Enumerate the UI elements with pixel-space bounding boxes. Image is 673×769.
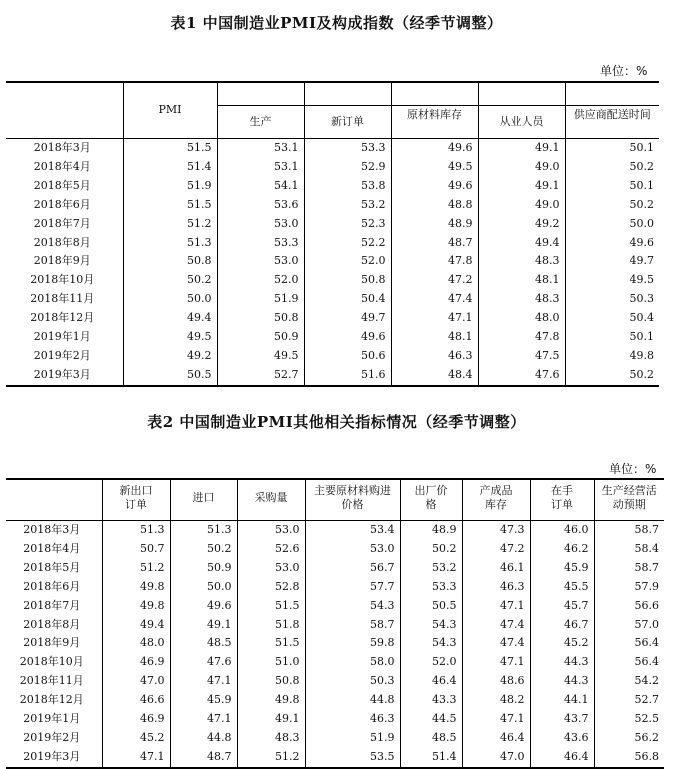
table-cell: 49.2 [478,215,565,234]
table-cell: 51.5 [123,139,217,158]
table-cell: 44.8 [170,729,237,748]
row-label: 2019年1月 [6,328,123,347]
table-cell: 57.9 [634,579,659,593]
table-cell: 47.8 [478,328,565,347]
table-row [6,139,659,158]
table-cell: 50.0 [123,290,217,309]
table-cell: 51.4 [400,748,462,768]
table-cell: 49.4 [478,234,565,253]
row-label: 2018年3月 [6,521,102,540]
table2-header-business-expectations: 生产经营活动预期 [594,479,664,521]
table-cell: 54.3 [305,597,400,616]
table-cell: 50.0 [629,216,654,230]
table-cell: 56.6 [634,598,659,612]
table-row [6,653,664,672]
table-cell: 50.8 [217,309,304,328]
table-cell: 50.2 [170,540,237,559]
table-cell: 50.7 [102,540,170,559]
row-label: 2018年5月 [6,559,102,578]
row-label: 2018年11月 [6,290,123,309]
table-cell: 47.4 [462,634,530,653]
table-cell: 59.8 [305,634,400,653]
row-label: 2018年7月 [6,597,102,616]
table-row [6,540,664,559]
table-cell: 47.2 [462,540,530,559]
table-cell: 49.6 [391,177,478,196]
table-row [6,177,659,196]
table-row [6,634,664,653]
table-row [6,748,664,768]
table-cell: 46.7 [530,616,594,635]
table-cell: 49.6 [629,235,654,249]
table-row [6,578,664,597]
table-cell: 50.2 [565,366,659,386]
table-cell: 46.3 [391,347,478,366]
table-cell: 48.4 [391,366,478,386]
table2-header-ex-factory-prices: 出厂价格 [400,479,462,521]
table-cell: 51.3 [123,234,217,253]
table-cell: 47.1 [391,309,478,328]
table-cell: 47.1 [462,710,530,729]
table-cell: 47.1 [170,672,237,691]
table-cell: 47.1 [462,653,530,672]
table1-header-production: 生产 [217,106,304,139]
table-cell: 51.2 [102,559,170,578]
table-cell: 48.0 [102,634,170,653]
table-cell: 51.5 [237,634,305,653]
table-cell: 53.2 [400,559,462,578]
row-label: 2018年11月 [6,672,102,691]
table-cell: 49.5 [217,347,304,366]
table-cell: 56.4 [634,636,659,650]
table-row [6,559,664,578]
table-cell: 50.4 [304,290,391,309]
table-row [6,328,659,347]
table-cell: 57.0 [634,617,659,631]
table-row [6,290,659,309]
table-cell: 50.3 [629,292,654,306]
table-cell: 52.8 [237,578,305,597]
table-cell: 50.6 [304,347,391,366]
table-cell: 52.7 [634,693,659,707]
table-cell: 49.8 [102,578,170,597]
table-cell: 50.8 [123,252,217,271]
table-cell: 58.7 [594,521,664,540]
table2-title: 表2 中国制造业PMI其他相关指标情况（经季节调整） [147,413,526,431]
table-cell: 50.5 [400,597,462,616]
table-cell: 47.3 [462,521,530,540]
table-cell: 49.8 [629,348,654,362]
table-cell: 50.0 [170,578,237,597]
table1-title: 表1 中国制造业PMI及构成指数（经季节调整） [170,14,503,32]
row-label: 2018年8月 [6,616,102,635]
table-cell: 53.1 [217,158,304,177]
table-cell: 44.8 [305,691,400,710]
table2-header-new-export-orders: 新出口订单 [102,479,170,521]
table-cell: 47.1 [102,748,170,768]
row-label: 2019年2月 [6,729,102,748]
table-cell: 46.2 [530,540,594,559]
table-cell: 47.5 [478,347,565,366]
table-cell: 53.0 [217,215,304,234]
table-cell: 49.6 [304,328,391,347]
table-cell: 48.1 [391,328,478,347]
row-label: 2018年9月 [6,252,123,271]
table-cell: 53.0 [237,521,305,540]
table-cell: 48.9 [400,521,462,540]
table-cell: 52.5 [634,712,659,726]
table-cell: 52.0 [304,252,391,271]
table2-unit: 单位：% [609,462,657,476]
row-label: 2018年8月 [6,234,123,253]
row-label: 2018年4月 [6,540,102,559]
table-cell: 52.9 [304,158,391,177]
table-cell: 47.0 [462,748,530,768]
table-cell: 49.2 [123,347,217,366]
table-row [6,271,659,290]
table-cell: 51.4 [123,158,217,177]
table-cell: 52.0 [400,653,462,672]
table-cell: 43.6 [530,729,594,748]
table-cell: 48.2 [462,691,530,710]
table-cell: 50.1 [629,178,654,192]
table-cell: 44.3 [530,672,594,691]
table-cell: 49.4 [123,309,217,328]
table2-header-backlog-orders: 在手订单 [530,479,594,521]
table-cell: 53.3 [304,139,391,158]
table-cell: 48.3 [478,290,565,309]
table-cell: 45.2 [102,729,170,748]
row-label: 2018年3月 [6,139,123,158]
table-cell: 49.1 [478,139,565,158]
table-cell: 53.3 [217,234,304,253]
table-cell: 49.1 [170,616,237,635]
table1-header-pmi: PMI [123,82,217,139]
table-cell: 51.9 [123,177,217,196]
table-cell: 47.2 [391,271,478,290]
table-cell: 58.0 [305,653,400,672]
table-cell: 45.9 [170,691,237,710]
table1-header-delivery-time: 供应商配送时间 [565,106,659,139]
table-cell: 44.1 [530,691,594,710]
table-row [6,215,659,234]
table-cell: 50.9 [170,559,237,578]
table-cell: 51.5 [123,196,217,215]
table-cell: 58.7 [634,560,659,574]
table-cell: 56.7 [305,559,400,578]
table-cell: 46.4 [530,748,594,768]
table-cell: 51.2 [237,748,305,768]
table2 [6,478,664,769]
table-cell: 49.5 [123,328,217,347]
table-cell: 46.1 [462,559,530,578]
table-cell: 49.8 [237,691,305,710]
table-cell: 48.8 [391,196,478,215]
table-cell: 56.8 [594,748,664,768]
table-cell: 54.3 [400,634,462,653]
table-cell: 48.7 [170,748,237,768]
table-row [6,196,659,215]
table-cell: 46.3 [305,710,400,729]
table-cell: 53.3 [400,578,462,597]
table2-header-finished-goods-inventory: 产成品库存 [462,479,530,521]
table-cell: 46.4 [462,729,530,748]
table2-header-purchase-quantity: 采购量 [237,479,305,521]
table-cell: 48.1 [478,271,565,290]
table-cell: 51.6 [304,366,391,386]
table-cell: 49.4 [102,616,170,635]
table-cell: 46.9 [102,710,170,729]
row-label: 2018年10月 [6,271,123,290]
table-cell: 50.8 [237,672,305,691]
table-cell: 45.9 [530,559,594,578]
table-cell: 52.2 [304,234,391,253]
table-cell: 53.0 [217,252,304,271]
table-cell: 51.8 [237,616,305,635]
row-label: 2019年2月 [6,347,123,366]
table-cell: 51.3 [102,521,170,540]
table-cell: 58.7 [305,616,400,635]
table-cell: 50.2 [400,540,462,559]
table-cell: 51.5 [237,597,305,616]
table-cell: 53.1 [217,139,304,158]
table-cell: 49.7 [629,254,654,268]
table-cell: 45.5 [530,578,594,597]
row-label: 2018年5月 [6,177,123,196]
table-cell: 50.1 [629,330,654,344]
row-label: 2018年4月 [6,158,123,177]
table-cell: 48.6 [462,672,530,691]
table-row [6,691,664,710]
table-cell: 51.2 [123,215,217,234]
table-cell: 44.5 [400,710,462,729]
table-cell: 51.0 [237,653,305,672]
table-cell: 50.9 [217,328,304,347]
row-label: 2019年1月 [6,710,102,729]
table-cell: 53.4 [305,521,400,540]
table-cell: 46.0 [530,521,594,540]
table-cell: 50.1 [565,139,659,158]
row-label: 2019年3月 [6,748,102,768]
table-row [6,347,659,366]
table-cell: 53.2 [304,196,391,215]
row-label: 2018年6月 [6,196,123,215]
table-cell: 53.8 [304,177,391,196]
table-row [6,672,664,691]
table-cell: 48.0 [478,309,565,328]
table-cell: 50.2 [629,197,654,211]
table-cell: 47.6 [170,653,237,672]
row-label: 2018年7月 [6,215,123,234]
table-row [6,597,664,616]
table-cell: 48.9 [391,215,478,234]
table-cell: 48.5 [400,729,462,748]
table-cell: 57.7 [305,578,400,597]
table-cell: 49.1 [237,710,305,729]
table-cell: 49.6 [170,597,237,616]
table-cell: 45.7 [530,597,594,616]
table-cell: 58.4 [634,541,659,555]
table-cell: 51.9 [305,729,400,748]
table-cell: 46.6 [102,691,170,710]
row-label: 2018年6月 [6,578,102,597]
table-cell: 50.2 [123,271,217,290]
table-cell: 53.5 [305,748,400,768]
table-cell: 48.3 [478,252,565,271]
table-cell: 49.6 [391,139,478,158]
table-cell: 49.7 [304,309,391,328]
table-cell: 51.3 [170,521,237,540]
table-cell: 50.8 [304,271,391,290]
table-cell: 43.3 [400,691,462,710]
table2-header-imports: 进口 [170,479,237,521]
table-row [6,158,659,177]
row-label: 2018年9月 [6,634,102,653]
table-cell: 47.1 [462,597,530,616]
table-cell: 52.6 [237,540,305,559]
table-row [6,252,659,271]
table-cell: 47.8 [391,252,478,271]
table-cell: 46.3 [462,578,530,597]
table1-unit: 单位：% [600,64,648,78]
row-label: 2019年3月 [6,366,123,386]
table-cell: 53.6 [217,196,304,215]
table-cell: 50.2 [629,159,654,173]
table-cell: 50.3 [305,672,400,691]
table-cell: 49.1 [478,177,565,196]
table2-header-input-prices: 主要原材料购进价格 [305,479,400,521]
table-cell: 49.8 [102,597,170,616]
table-cell: 52.7 [217,366,304,386]
table-cell: 46.4 [400,672,462,691]
table-cell: 50.4 [629,311,654,325]
table-cell: 49.5 [391,158,478,177]
table-row [6,710,664,729]
table-cell: 49.5 [629,273,654,287]
table-cell: 46.9 [102,653,170,672]
table-cell: 54.2 [634,674,659,688]
table-cell: 47.1 [170,710,237,729]
table1-header-employment: 从业人员 [478,106,565,139]
table-row [6,309,659,328]
table-cell: 52.0 [217,271,304,290]
row-label: 2018年12月 [6,691,102,710]
table-cell: 47.4 [462,616,530,635]
table-cell: 45.2 [530,634,594,653]
table-cell: 51.9 [217,290,304,309]
table-cell: 50.5 [123,366,217,386]
table-cell: 43.7 [530,710,594,729]
table-cell: 53.0 [305,540,400,559]
table-row [6,729,664,748]
table-cell: 49.0 [478,196,565,215]
table-cell: 47.4 [391,290,478,309]
row-label: 2018年10月 [6,653,102,672]
table-cell: 54.3 [400,616,462,635]
table-row [6,521,664,540]
table-cell: 52.3 [304,215,391,234]
row-label: 2018年12月 [6,309,123,328]
table-cell: 53.0 [237,559,305,578]
table-cell: 56.2 [634,730,659,744]
table-row [6,616,664,635]
table-cell: 48.7 [391,234,478,253]
table-row [6,234,659,253]
table-cell: 48.5 [170,634,237,653]
table1-header-new-orders: 新订单 [304,106,391,139]
table-cell: 48.3 [237,729,305,748]
table-cell: 56.4 [634,655,659,669]
table-cell: 44.3 [530,653,594,672]
table1-header-raw-material-inventory: 原材料库存 [391,106,478,139]
table-cell: 49.0 [478,158,565,177]
table-cell: 47.6 [478,366,565,386]
table-row [6,366,659,386]
table-cell: 47.0 [102,672,170,691]
table1 [6,81,659,387]
table-cell: 54.1 [217,177,304,196]
